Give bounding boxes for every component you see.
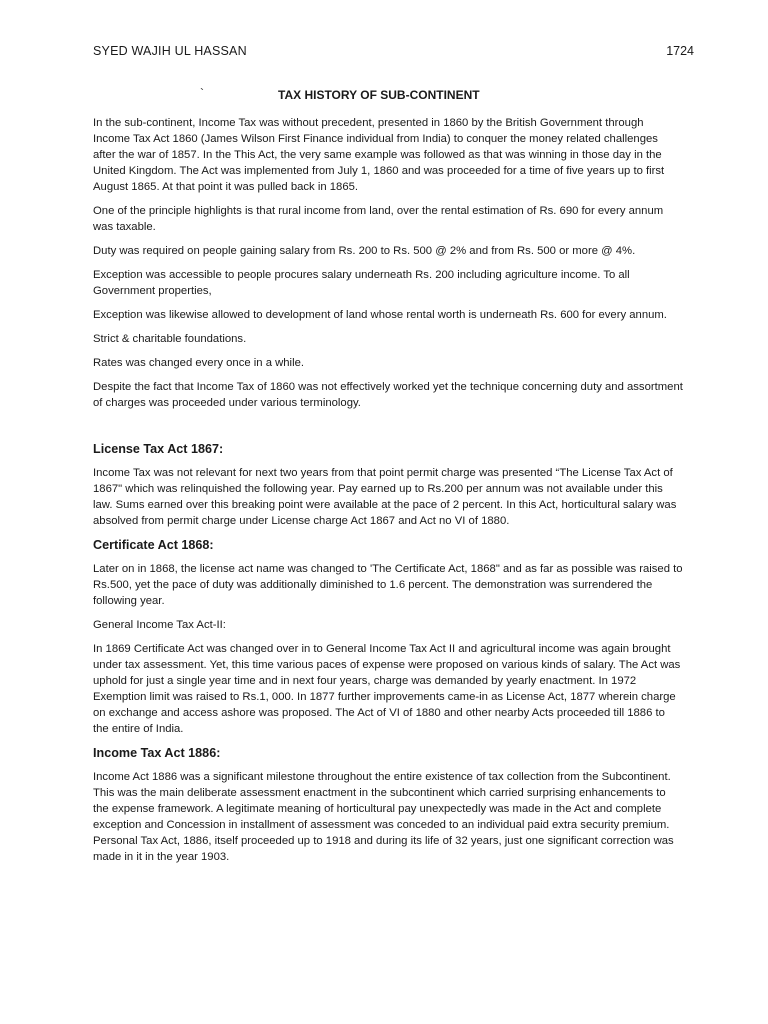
section-paragraph-general: In 1869 Certificate Act was changed over in to General Income Tax Act II and agricultural income was again brought under tax assessment. Yet, this time various paces of expense were proposed on various kinds of salary. The Act was uphold for just a single year time and in next four years, charge was demanded by yearly enactment. In 1972 Exemption limit was raised to Rs.1, 000. In 1877 further improvements came-in as License Act, 1877 wherein charge on exchange and access ashore was proposed. The Act of VI of 1880 and other nearby Acts proceeded till 1886 to the entire of India. xyxy=(93,643,681,735)
section-heading-income-1886: Income Tax Act 1886: xyxy=(93,746,221,760)
intro-paragraph: Despite the fact that Income Tax of 1860 was not effectively worked yet the technique concerning duty and assortment of charges was proceeded under various terminology. xyxy=(93,381,683,409)
section-heading-license: License Tax Act 1867: xyxy=(93,442,224,456)
intro-paragraph: One of the principle highlights is that rural income from land, over the rental estimation of Rs. 690 for every annum was taxable. xyxy=(93,205,664,233)
author-name: SYED WAJIH UL HASSAN xyxy=(93,44,247,58)
page-number: 1724 xyxy=(666,44,694,58)
spacer xyxy=(93,419,683,441)
intro-paragraph: Duty was required on people gaining salary from Rs. 200 to Rs. 500 @ 2% and from Rs. 500 or more @ 4%. xyxy=(93,245,636,257)
section-heading-general: General Income Tax Act-II: xyxy=(93,619,226,631)
section-paragraph-income-1886: Income Act 1886 was a significant milestone throughout the entire existence of tax collection from the Subcontinent. This was the main deliberate assessment enactment in the subcontinent which carried surprising enhancements to the expense framework. A legitimate meaning of horticultural pay unexpectedly was made in the Act and complete exception and Concession in installment of assessment was conceded to an individual paid extra security premium. Personal Tax Act, 1886, itself proceeded up to 1918 and during its life of 32 years, just one significant correction was made in it in the year 1903. xyxy=(93,771,674,863)
document-title: TAX HISTORY OF SUB-CONTINENT xyxy=(278,88,480,102)
intro-paragraph: Exception was accessible to people procures salary underneath Rs. 200 including agriculture income. To all Government properties, xyxy=(93,269,630,297)
section-heading-certificate: Certificate Act 1868: xyxy=(93,538,214,552)
stray-mark: ` xyxy=(200,86,204,100)
document-body xyxy=(93,115,683,873)
section-paragraph-certificate: Later on in 1868, the license act name was changed to 'The Certificate Act, 1868" and as far as possible was raised to Rs.500, yet the pace of duty was additionally diminished to 1.6 percent. The demonstration was surrendered the following year. xyxy=(93,563,683,607)
intro-paragraph: In the sub-continent, Income Tax was without precedent, presented in 1860 by the British Government through Income Tax Act 1860 (James Wilson First Finance individual from India) to conquer the money related challenges after the war of 1857. In the This Act, the very same example was followed as that was winning in those day in the United Kingdom. The Act was implemented from July 1, 1860 and was proceeded for a time of five years up to first August 1865. At that point it was pulled back in 1865. xyxy=(93,117,665,193)
section-paragraph-license: Income Tax was not relevant for next two years from that point permit charge was presented “The License Tax Act of 1867" which was relinquished the following year. Pay earned up to Rs.200 per annum was not available under this law. Sums earned over this breaking point were available at the pace of 2 percent. In this Act, horticultural salary was absolved from permit charge under License charge Act 1867 and Act no VI of 1880. xyxy=(93,467,677,527)
intro-paragraph: Strict & charitable foundations. xyxy=(93,333,247,345)
intro-paragraph: Rates was changed every once in a while. xyxy=(93,357,304,369)
intro-paragraph: Exception was likewise allowed to development of land whose rental worth is underneath Rs. 600 for every annum. xyxy=(93,309,667,321)
